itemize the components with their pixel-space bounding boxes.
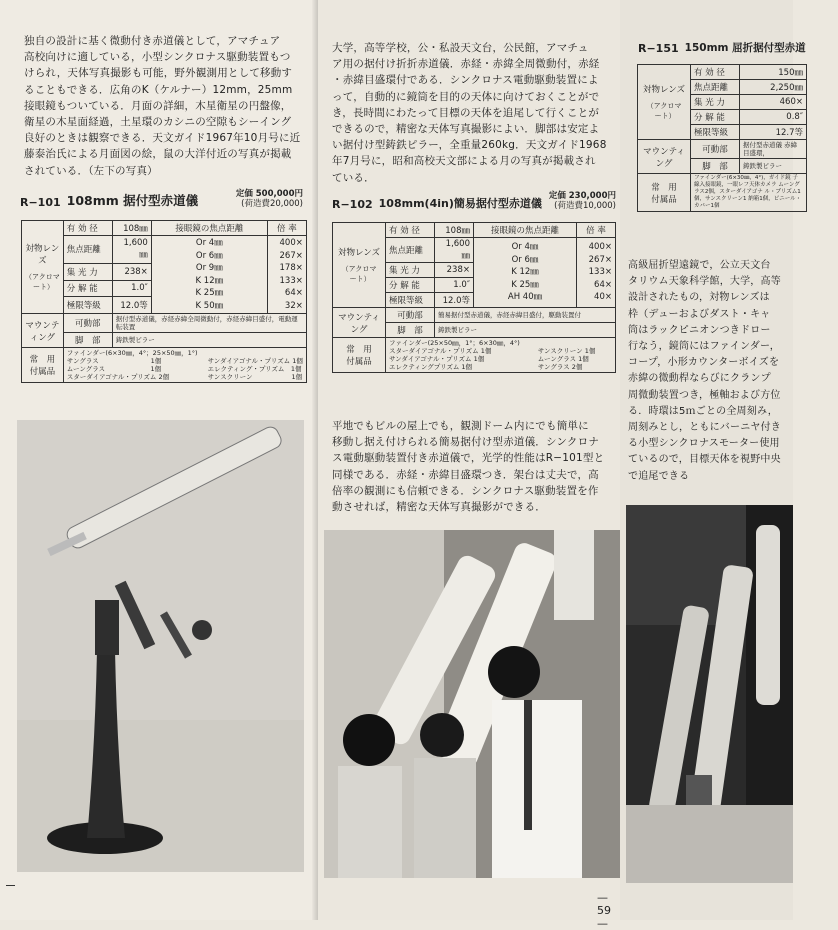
mounting-label: マウンティング (22, 314, 64, 348)
spec-value: 108㎜ (112, 221, 151, 236)
text-line: ス電動駆動装置付き赤道儀で，光学的性能はR−101型と (332, 452, 605, 465)
text-line: って，自動的に鏡筒を目的の天体に向けておくことがで (332, 90, 600, 103)
lens-label: 対物レンズ (337, 248, 381, 258)
leg-value: 鋳鉄製ピラー (435, 323, 616, 338)
magnification-item: 400× (588, 242, 612, 253)
text-line: ア用の据付け折折赤道儀．赤経・赤緯全周微動付，赤経 (332, 58, 600, 71)
eyepiece-item: Or 9㎜ (195, 263, 223, 273)
spec-label: 集 光 力 (691, 95, 740, 110)
text-line: できるので，精密な天体写真撮影によい．脚部は安定よ (332, 123, 600, 136)
eyepiece-header: 接眼鏡の焦点距離 (151, 221, 267, 236)
text-line: 移動し据え付けられる簡易据付け型赤道儀．シンクロナ (332, 436, 600, 449)
spec-value: 1,600㎜ (435, 238, 474, 263)
spec-value: 12.7等 (740, 125, 807, 140)
spec-value: 1.0″ (112, 280, 151, 297)
large-telescope-illustration (626, 505, 793, 883)
objective-lens-label (638, 65, 691, 140)
magnification-item: 40× (594, 292, 612, 303)
text-line: ることもできる．広角のK（ケルナー）12mm，25mm (24, 83, 293, 96)
observers-illustration (324, 530, 622, 878)
leg-value: 鋳鉄製ピラー (112, 333, 306, 348)
r101-price (236, 190, 303, 209)
moving-part-value: 簡易据付型赤道儀，赤経赤緯目盛付，駆動装置付 (435, 308, 616, 323)
left-page (0, 0, 318, 920)
r151-title: 150mm 屈折据付型赤道 (684, 42, 806, 54)
magnification-item: 64× (594, 279, 612, 290)
magnification-item: 400× (279, 238, 303, 248)
spec-label: 極限等級 (691, 125, 740, 140)
eyepiece-item: Or 6㎜ (511, 254, 539, 265)
eyepiece-item: K 12㎜ (511, 267, 539, 278)
spec-value: 2,250㎜ (740, 80, 807, 95)
spec-label: 有 効 径 (691, 65, 740, 80)
text-line: 良好のときは観察できる．天文ガイド1967年10月号に近 (24, 132, 301, 145)
lens-sub: （アクロマ ート） (341, 265, 377, 283)
moving-part-value: 据付型赤道儀 赤緯目盛環， (740, 140, 807, 159)
leg-value: 鋳鉄製ピラー (740, 159, 807, 174)
text-line: 設計されたもの，対物レンズは (628, 292, 770, 304)
accessory-item: スターダイアゴナル・プリズム 2個 (66, 373, 170, 381)
spec-label: 極限等級 (386, 293, 435, 308)
spec-value: 1,600㎜ (112, 236, 151, 264)
accessory-item: ムーングラス 1個 (537, 355, 589, 363)
text-line: 接眼鏡もついている．月面の詳細，木星衛星の円盤像， (24, 99, 292, 112)
spec-label: 有 効 径 (63, 221, 112, 236)
eyepiece-header: 接眼鏡の焦点距離 (474, 223, 577, 238)
eyepiece-item: Or 4㎜ (511, 242, 539, 253)
spec-label: 集 光 力 (386, 263, 435, 278)
text-line: 赤緯の微動桿ならびにクランプ (628, 373, 771, 385)
text-line: き，長時間にわたって目標の天体を追尾して行くことが (332, 106, 600, 119)
accessory-item (208, 349, 303, 357)
text-line: タリウム天象科学館，大学，高等 (628, 276, 781, 288)
page-number: — 59 — (597, 891, 611, 930)
accessories-label: 常 用 付属品 (638, 174, 691, 212)
moving-part-label: 可動部 (691, 140, 740, 159)
accessory-item: サングラス 2個 (537, 363, 583, 371)
shipping-text: (荷造費20,000) (241, 198, 303, 209)
spec-label: 分 解 能 (691, 110, 740, 125)
right-page (620, 0, 806, 920)
spec-value: 1.0″ (435, 278, 474, 293)
leg-label: 脚 部 (386, 323, 435, 338)
lens-label: 対物レンズ (642, 85, 686, 95)
r101-title: 108mm 据付型赤道儀 (66, 193, 199, 208)
shipping-text: (荷造費10,000) (554, 200, 616, 211)
spec-value: 460× (740, 95, 807, 110)
text-line: る小型シンクロナスモーター使用 (628, 438, 780, 450)
r102-header (332, 192, 616, 211)
accessory-item: サンダイアゴナル・プリズム 1個 (389, 355, 485, 363)
text-line: 周刻みとし，ともにバーニヤ付き (628, 422, 781, 434)
text-line: 高校向けに適している，小型シンクロナス駆動装置もつ (24, 51, 291, 64)
spec-value: 12.0等 (112, 297, 151, 314)
spec-value: 150㎜ (740, 65, 807, 80)
text-line: で追尾できる (628, 470, 690, 482)
right-body-text (628, 258, 793, 485)
text-line: ているので，目標天体を視野中央 (628, 454, 781, 466)
spec-value: 12.0等 (435, 293, 474, 308)
r151-model-code: R−151 (638, 42, 679, 55)
accessory-item: サンスクリーン 1個 (537, 347, 596, 355)
magnification-list (267, 236, 306, 314)
magnification-header: 倍 率 (267, 221, 306, 236)
text-line: 独自の設計に基く微動付き赤道儀として，アマチュア (24, 35, 281, 47)
middle-body-text (332, 418, 617, 515)
r151-spec-table (637, 64, 807, 212)
text-line: 枠（デューおよびダスト・キャ (628, 308, 771, 320)
spec-label: 焦点距離 (691, 80, 740, 95)
moving-part-label: 可動部 (386, 308, 435, 323)
magnification-item: 133× (279, 275, 303, 286)
spec-label: 焦点距離 (63, 236, 112, 264)
r151-header (638, 40, 838, 55)
text-line: る．時環は5ｍごとの全周刻み， (628, 405, 778, 417)
spec-value: 108㎜ (435, 223, 474, 238)
r101-spec-table (21, 220, 307, 383)
magnification-item: 267× (279, 250, 303, 261)
spec-value: 238× (435, 263, 474, 278)
spec-label: 焦点距離 (386, 238, 435, 263)
text-line: ・赤緯目盛環付である．シンクロナス電動駆動装置によ (332, 74, 599, 87)
eyepiece-item: K 50㎜ (195, 300, 224, 311)
accessory-item (538, 339, 596, 347)
text-line: 平地でもビルの屋上でも，観測ドーム内にでも簡単に (332, 420, 589, 432)
text-line: けられ，天体写真撮影も可能，野外観測用として移動す (24, 67, 293, 80)
magnification-item: 267× (588, 254, 612, 265)
text-line: 筒はラックピニオンつきドロー (628, 324, 771, 336)
accessories-label: 常 用 付属品 (22, 348, 64, 383)
magnification-item: 178× (279, 263, 303, 273)
text-line: 年7月号に，昭和高校天文部による月の写真が掲載され (332, 155, 596, 168)
magnification-item: 64× (284, 288, 303, 298)
accessories-value (386, 338, 616, 373)
r102-spec-table (332, 222, 616, 373)
text-line: 高級屈折望遠鏡で，公立天文台 (628, 260, 771, 271)
magnification-item: 133× (588, 267, 612, 278)
text-line: されている．（左下の写真） (24, 164, 158, 177)
eyepiece-list (474, 238, 577, 308)
magnification-header: 倍 率 (577, 223, 616, 238)
spec-label: 分 解 能 (63, 280, 112, 297)
moving-part-label: 可動部 (63, 314, 112, 333)
text-line: 倍率の観測にも信頼できる．シンクロナス駆動装置を作 (332, 484, 599, 497)
eyepiece-item: K 12㎜ (195, 275, 224, 286)
accessory-item: サンスクリーン 1個 (207, 373, 303, 381)
spec-value: 0.8″ (740, 110, 807, 125)
lens-sub: （アクロマ ート） (25, 273, 60, 291)
middle-page (318, 0, 620, 930)
mounting-label: マウンティング (638, 140, 691, 174)
r102-model-code: R−102 (332, 198, 373, 211)
eyepiece-item: K 25㎜ (511, 279, 539, 290)
mounting-label: マウンティング (333, 308, 386, 338)
eyepiece-item: AH 40㎜ (507, 292, 543, 303)
accessory-item: ファインダー(25×50㎜，1°；6×30㎜，4°) (389, 339, 520, 347)
spec-label: 集 光 力 (63, 263, 112, 280)
accessory-item: エレクティング・プリズム 1個 (207, 365, 302, 373)
text-line: 大学，高等学校，公・私設天文台，公民館，アマチュ (332, 42, 589, 54)
moving-part-value: 据付型赤道儀，赤経赤緯全周微動付，赤経赤緯目盛付，電動運転装置 (112, 314, 306, 333)
text-line: い据付け型鋳鉄ピラー，全重量260kg．天文ガイド1968 (332, 139, 607, 152)
r101-model-code: R−101 (20, 196, 61, 209)
accessory-item: スターダイアゴナル・プリズム 1個 (389, 347, 492, 355)
r102-observers-photo (324, 530, 622, 878)
accessory-item: エレクティングプリズム 1個 (389, 363, 473, 371)
text-line: 同様である．赤経・赤緯目盛環つき．架台は丈夫で，高 (332, 468, 599, 481)
margin-mark (6, 885, 15, 886)
spec-label: 有 効 径 (386, 223, 435, 238)
spec-label: 極限等級 (63, 297, 112, 314)
accessories-label: 常 用 付属品 (333, 338, 386, 373)
r151-telescope-photo (626, 505, 793, 883)
text-line: ている． (332, 171, 375, 184)
accessory-item: サングラス 1個 (66, 357, 162, 365)
text-line: コープ，小形カウンターボイズを (628, 357, 780, 369)
magnification-list (577, 238, 616, 308)
text-line: 動させれば，精密な天体写真撮影ができる． (332, 501, 546, 514)
text-line: 藤泰治氏による月面図の絵，鼠の大洋付近の写真が掲載 (24, 148, 292, 161)
accessories-value: ファインダー(6×30㎜，4°)，ガイド鏡 子線入接眼鏡，一眼レフ天体カメラ ムーングラス2個，スターダイアゴナ ル・プリズム1個，サンスクリーン1 納箱1個，ビニール・カバー1個 (691, 174, 807, 212)
text-line: 行なう，鏡筒にはファインダー， (628, 341, 780, 353)
text-line: 周微動装置つき，極軸および方位 (628, 389, 781, 401)
lens-sub: （アクロマ ート） (646, 102, 682, 120)
telescope-illustration (17, 420, 304, 872)
price-text: 定価 500,000円 (235, 189, 303, 199)
accessory-item: サンダイアゴナル・プリズム 1個 (207, 357, 303, 365)
middle-intro-text (332, 40, 617, 186)
spec-value: 238× (112, 263, 151, 280)
magnification-item: 32× (284, 300, 303, 311)
eyepiece-list (151, 236, 267, 314)
leg-label: 脚 部 (63, 333, 112, 348)
eyepiece-item: K 25㎜ (195, 288, 224, 298)
r101-telescope-photo (17, 420, 304, 872)
accessory-item: ファインダー(6×30㎜，4°；25×50㎜，1°) (66, 349, 198, 357)
objective-lens-label (333, 223, 386, 308)
spec-label: 分 解 能 (386, 278, 435, 293)
leg-label: 脚 部 (691, 159, 740, 174)
objective-lens-label (22, 221, 64, 314)
left-intro-text (24, 33, 312, 179)
r101-header (20, 190, 303, 209)
accessory-item: ムーングラス 1個 (66, 365, 162, 373)
lens-label: 対物レンズ (25, 244, 60, 266)
eyepiece-item: Or 6㎜ (195, 250, 223, 261)
price-text: 定価 230,000円 (548, 191, 616, 201)
accessories-value (63, 348, 306, 383)
eyepiece-item: Or 4㎜ (195, 238, 223, 248)
r102-price (549, 192, 616, 211)
text-line: 衛星の木星面経過，土星環のカシニの空隙もシーイング (24, 116, 292, 129)
r102-title: 108mm(4in)簡易据付型赤道儀 (378, 197, 542, 210)
